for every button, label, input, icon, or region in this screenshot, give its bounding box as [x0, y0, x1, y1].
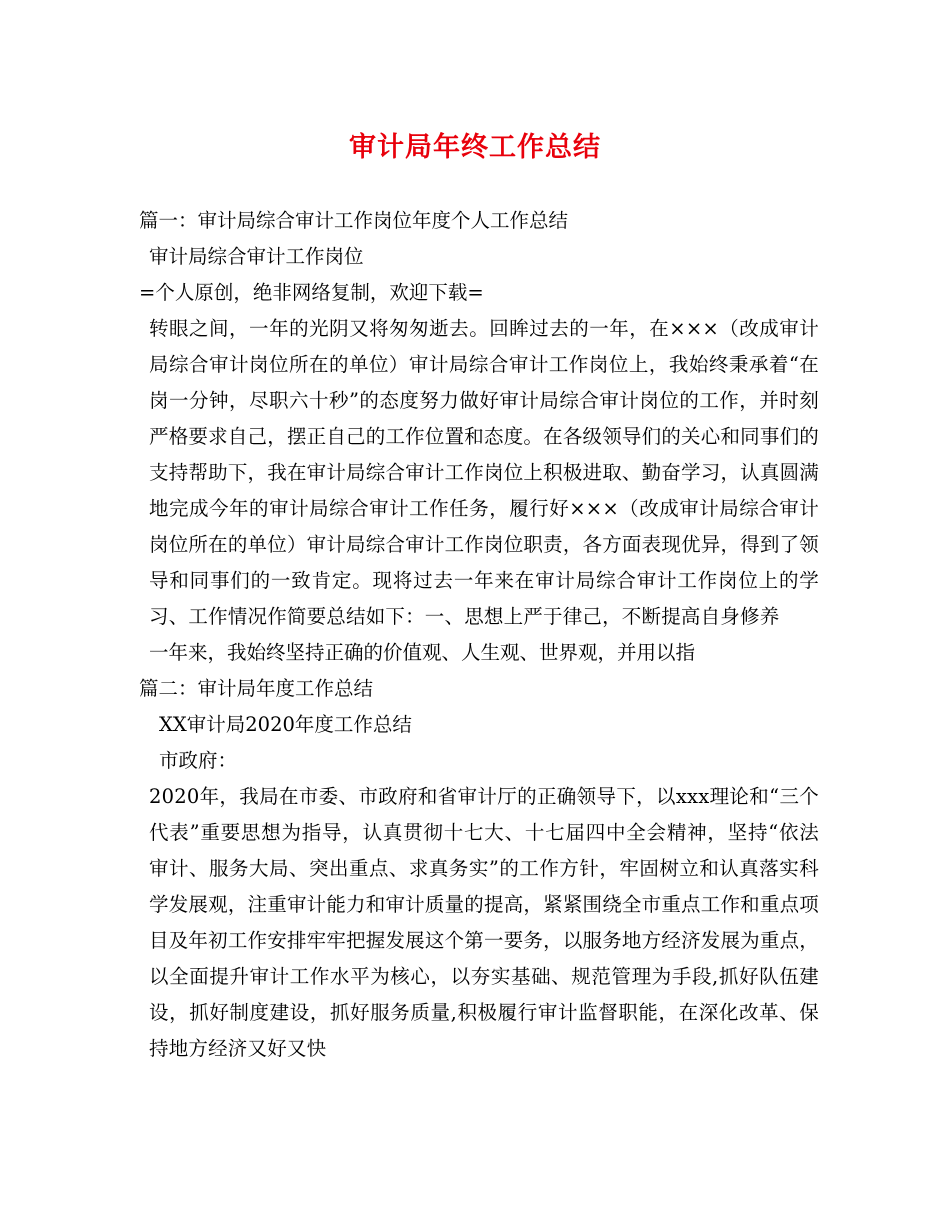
paragraph-1: 转眼之间，一年的光阴又将匆匆逝去。回眸过去的一年，在×××（改成审计局综合审计岗位所在的单位）审计局综合审计工作岗位上，我始终秉承着“在岗一分钟，尽职六十秒”的态度努力做好审计局综合审计岗位的工作，并时刻严格要求自己，摆正自己的工作位置和态度。在各级领导们的关心和同事们的支持帮助下，我在审计局综合审计工作岗位上积极进取、勤奋学习，认真圆满地完成今年的审计局综合审计工作任务，履行好×××（改成审计局综合审计岗位所在的单位）审计局综合审计工作岗位职责，各方面表现优异，得到了领导和同事们的一致肯定。现将过去一年来在审计局综合审计工作岗位上的学习、工作情况作简要总结如下：一、思想上严于律己，不断提高自身修养: [149, 317, 819, 628]
report-title: XX审计局2020年度工作总结: [159, 713, 412, 736]
section-heading-1: 篇一：审计局综合审计工作岗位年度个人工作总结: [139, 209, 569, 232]
document-title: 审计局年终工作总结: [349, 132, 601, 163]
recipient-line: 市政府：: [159, 749, 238, 772]
paragraph-2: 2020年，我局在市委、市政府和省审计厅的正确领导下，以xxx理论和“三个代表”重要思想为指导，认真贯彻十七大、十七届四中全会精神，坚持“依法审计、服务大局、突出重点、求真务实”的工作方针，牢固树立和认真落实科学发展观，注重审计能力和审计质量的提高，紧紧围绕全市重点工作和重点项目及年初工作安排牢牢把握发展这个第一要务，以服务地方经济发展为重点，以全面提升审计工作水平为核心，以夯实基础、规范管理为手段,抓好队伍建设，抓好制度建设，抓好服务质量,积极履行审计监督职能，在深化改革、保持地方经济又好又快: [149, 785, 819, 1060]
section-heading-2: 篇二：审计局年度工作总结: [139, 677, 374, 700]
paragraph-2-start: 一年来，我始终坚持正确的价值观、人生观、世界观，并用以指: [149, 641, 696, 664]
subheading-position: 审计局综合审计工作岗位: [149, 245, 364, 268]
original-notice: =个人原创，绝非网络复制，欢迎下载=: [139, 281, 484, 304]
document-body: [139, 203, 819, 1067]
